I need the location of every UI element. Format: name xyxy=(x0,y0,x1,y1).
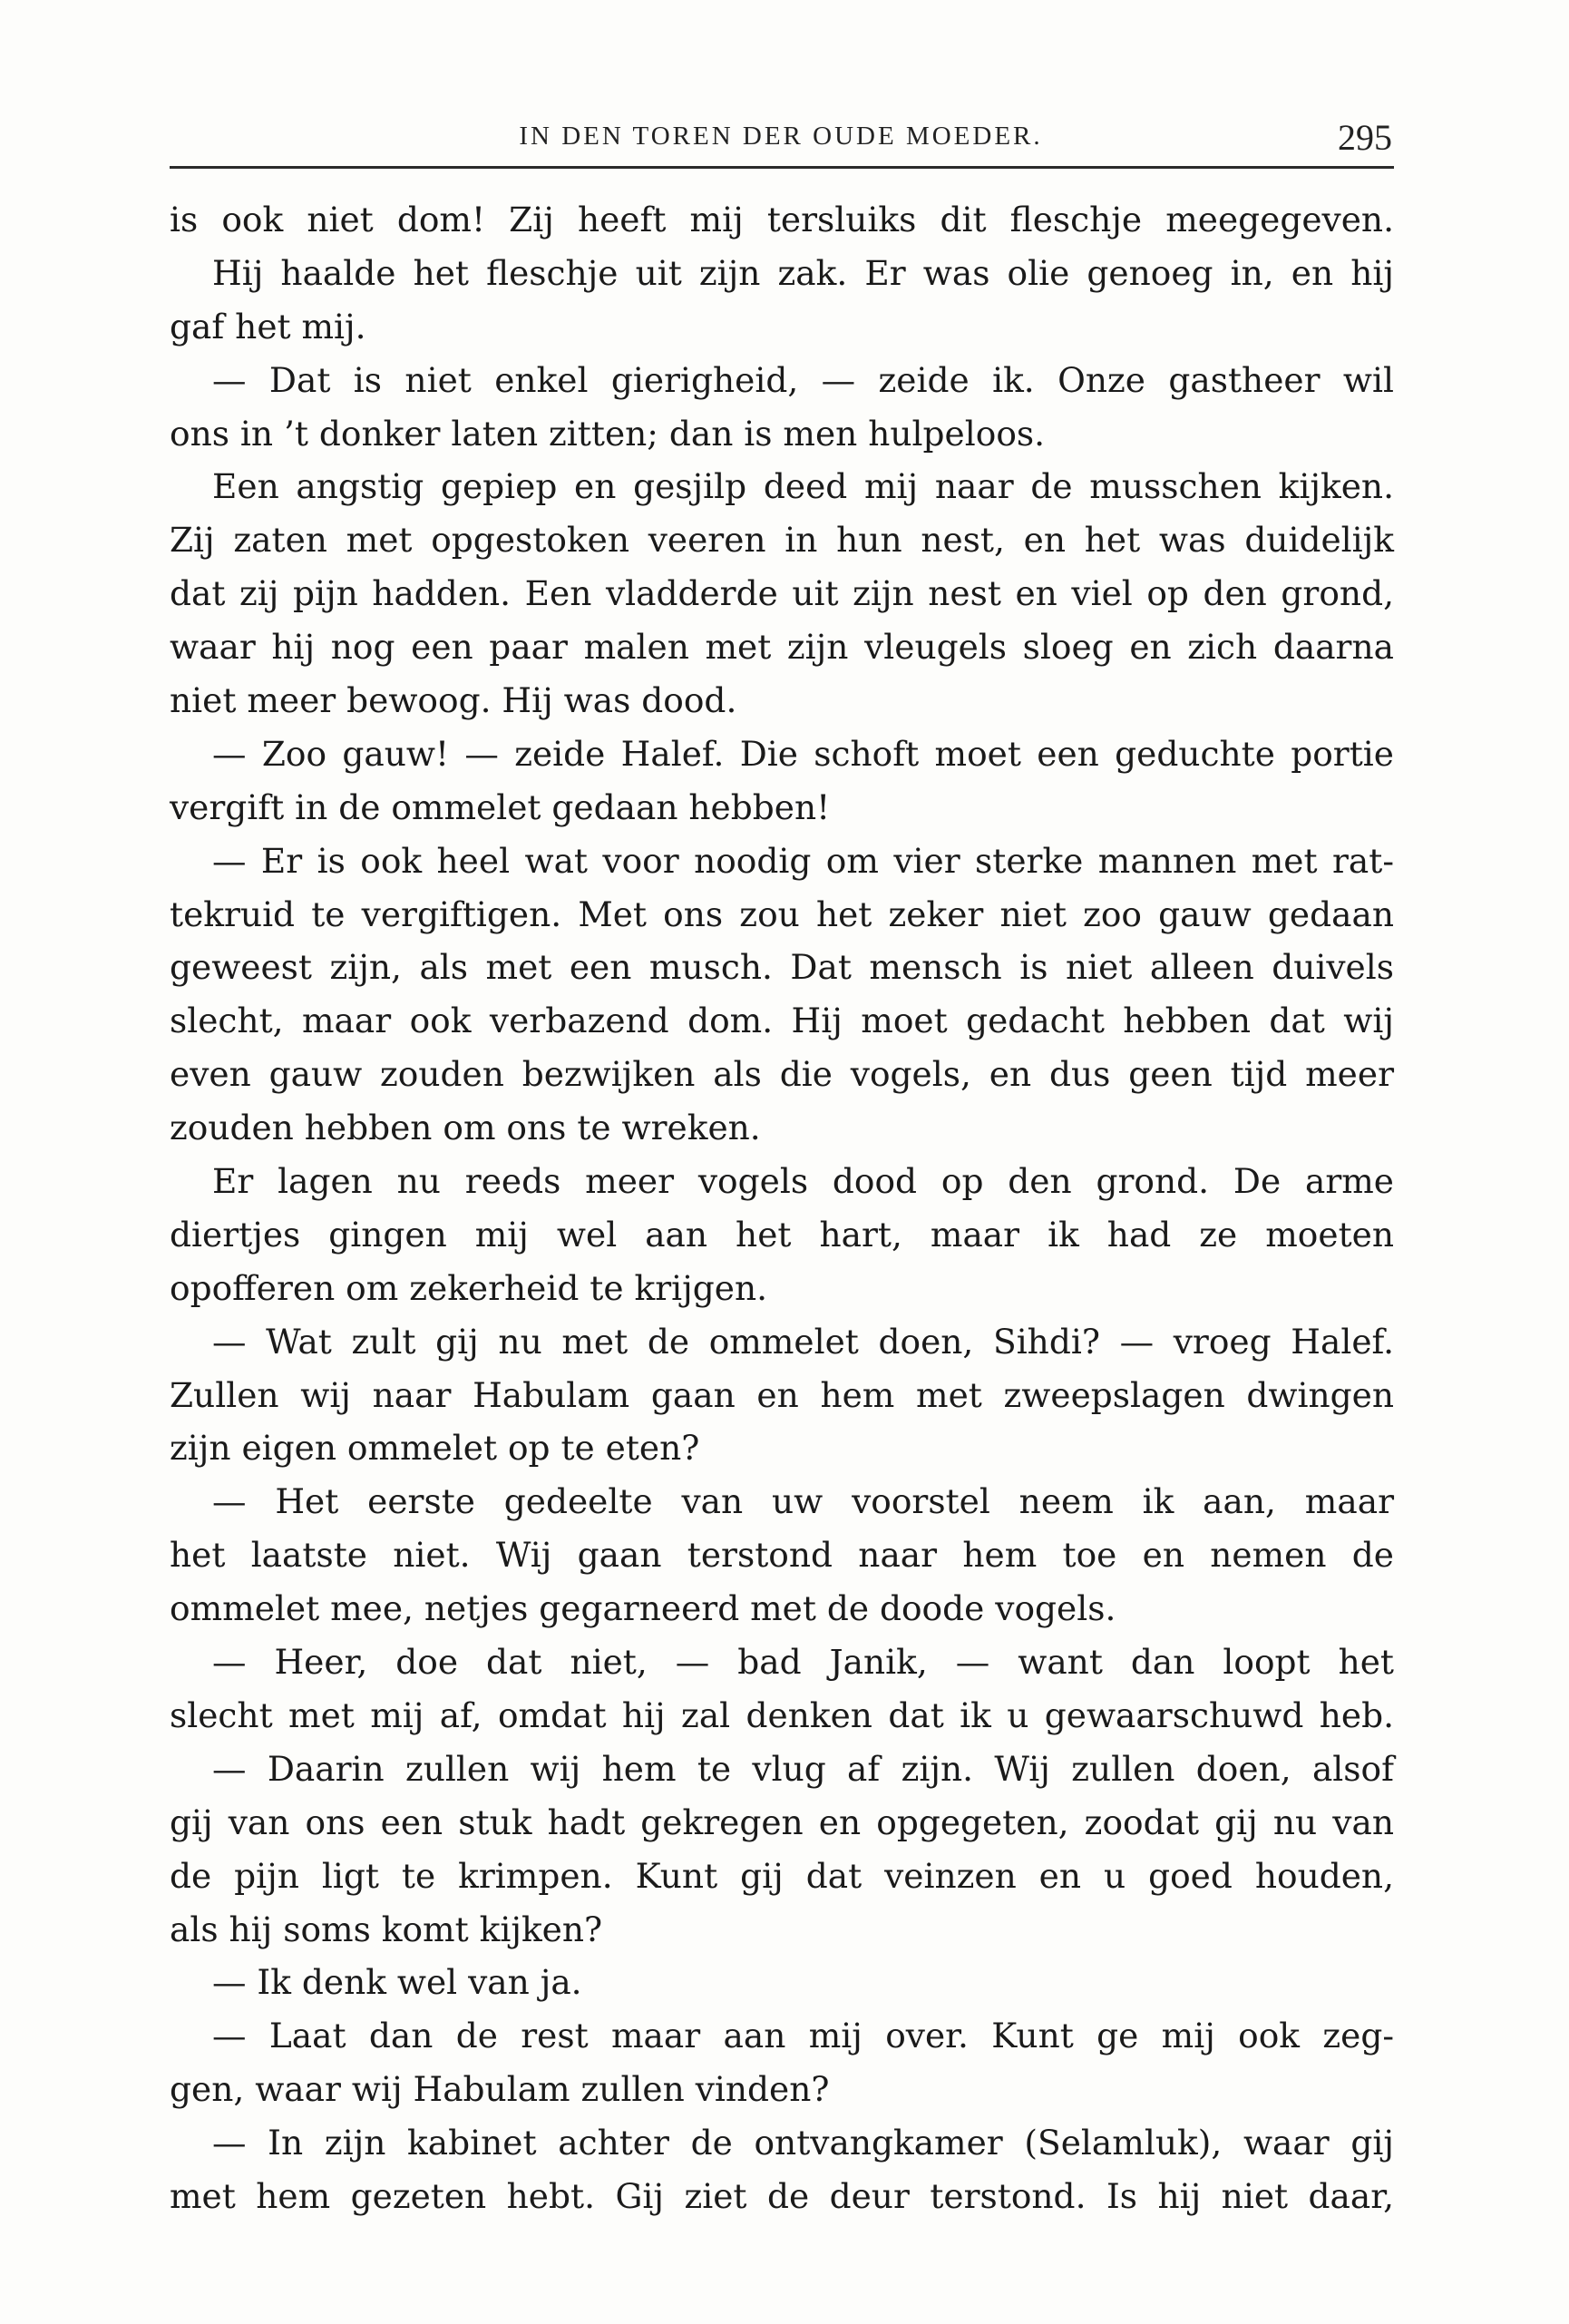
text-line: als hij soms komt kijken? xyxy=(170,1909,603,1949)
text-line: — Heer, doe dat niet, — bad Janik, — want dan loopt het xyxy=(212,1642,1394,1683)
text-line: geweest zijn, als met een musch. Dat mensch is niet alleen duivels xyxy=(170,947,1394,988)
text-line: diertjes gingen mij wel aan het hart, maar ik had ze moeten xyxy=(170,1214,1394,1255)
text-line: met hem gezeten hebt. Gij ziet de deur terstond. Is hij niet daar, xyxy=(170,2175,1394,2216)
running-head xyxy=(170,116,1392,163)
text-line: ommelet mee, netjes gegarneerd met de doode vogels. xyxy=(170,1588,1116,1629)
text-line: niet meer bewoog. Hij was dood. xyxy=(170,680,737,721)
text-line: vergift in de ommelet gedaan hebben! xyxy=(170,786,831,827)
text-line: slecht, maar ook verbazend dom. Hij moet gedacht hebben dat wij xyxy=(170,1001,1394,1041)
text-line: dat zij pijn hadden. Een vladderde uit zijn nest en viel op den grond, xyxy=(170,573,1394,614)
text-line: gaf het mij. xyxy=(170,306,366,347)
text-line: Hij haalde het fleschje uit zijn zak. Er was olie genoeg in, en hij xyxy=(212,252,1394,293)
text-line: is ook niet dom! Zij heeft mij tersluiks dit fleschje meegegeven. xyxy=(170,200,1394,239)
text-line: Een angstig gepiep en gesjilp deed mij naar de musschen kijken. xyxy=(212,466,1394,507)
body-text xyxy=(170,193,1394,2223)
text-line: — Ik denk wel van ja. xyxy=(212,1962,582,2003)
text-line: — Er is ook heel wat voor noodig om vier sterke mannen met rat- xyxy=(212,840,1394,881)
page-number: 295 xyxy=(1338,117,1392,158)
text-line: Er lagen nu reeds meer vogels dood op den grond. De arme xyxy=(212,1161,1394,1202)
running-title: IN DEN TOREN DER OUDE MOEDER. xyxy=(519,122,1043,151)
text-line: gen, waar wij Habulam zullen vinden? xyxy=(170,2069,830,2110)
text-line: opofferen om zekerheid te krijgen. xyxy=(170,1267,768,1308)
text-line: gij van ons een stuk hadt gekregen en opgegeten, zoodat gij nu van xyxy=(170,1802,1394,1842)
header-rule xyxy=(170,166,1394,169)
text-line: Zij zaten met opgestoken veeren in hun nest, en het was duidelijk xyxy=(170,520,1394,561)
text-line: ons in ’t donker laten zitten; dan is men hulpeloos. xyxy=(170,413,1046,454)
text-line: — Wat zult gij nu met de ommelet doen, Sihdi? — vroeg Halef. xyxy=(212,1321,1394,1362)
text-line: Zullen wij naar Habulam gaan en hem met zweepslagen dwingen xyxy=(170,1374,1394,1415)
text-line: slecht met mij af, omdat hij zal denken dat ik u gewaarschuwd heb. xyxy=(170,1694,1394,1735)
text-line: zouden hebben om ons te wreken. xyxy=(170,1108,761,1148)
text-line: — Laat dan de rest maar aan mij over. Kunt ge mij ook zeg- xyxy=(212,2016,1394,2056)
text-line: even gauw zouden bezwijken als die vogels, en dus geen tijd meer xyxy=(170,1054,1394,1095)
text-line: — In zijn kabinet achter de ontvangkamer (Selamluk), waar gij xyxy=(212,2123,1394,2163)
text-line: de pijn ligt te krimpen. Kunt gij dat veinzen en u goed houden, xyxy=(170,1855,1394,1896)
text-line: het laatste niet. Wij gaan terstond naar hem toe en nemen de xyxy=(170,1535,1394,1576)
text-line: — Daarin zullen wij hem te vlug af zijn. Wij zullen doen, alsof xyxy=(212,1748,1394,1789)
text-line: — Dat is niet enkel gierigheid, — zeide ik. Onze gastheer wil xyxy=(212,359,1394,400)
text-line: zijn eigen ommelet op te eten? xyxy=(170,1428,700,1469)
text-line: — Zoo gauw! — zeide Halef. Die schoft moet een geduchte portie xyxy=(212,733,1394,774)
text-line: waar hij nog een paar malen met zijn vleugels sloeg en zich daarna xyxy=(170,627,1394,668)
text-line: tekruid te vergiftigen. Met ons zou het zeker niet zoo gauw gedaan xyxy=(170,893,1394,934)
text-line: — Het eerste gedeelte van uw voorstel neem ik aan, maar xyxy=(212,1481,1394,1522)
